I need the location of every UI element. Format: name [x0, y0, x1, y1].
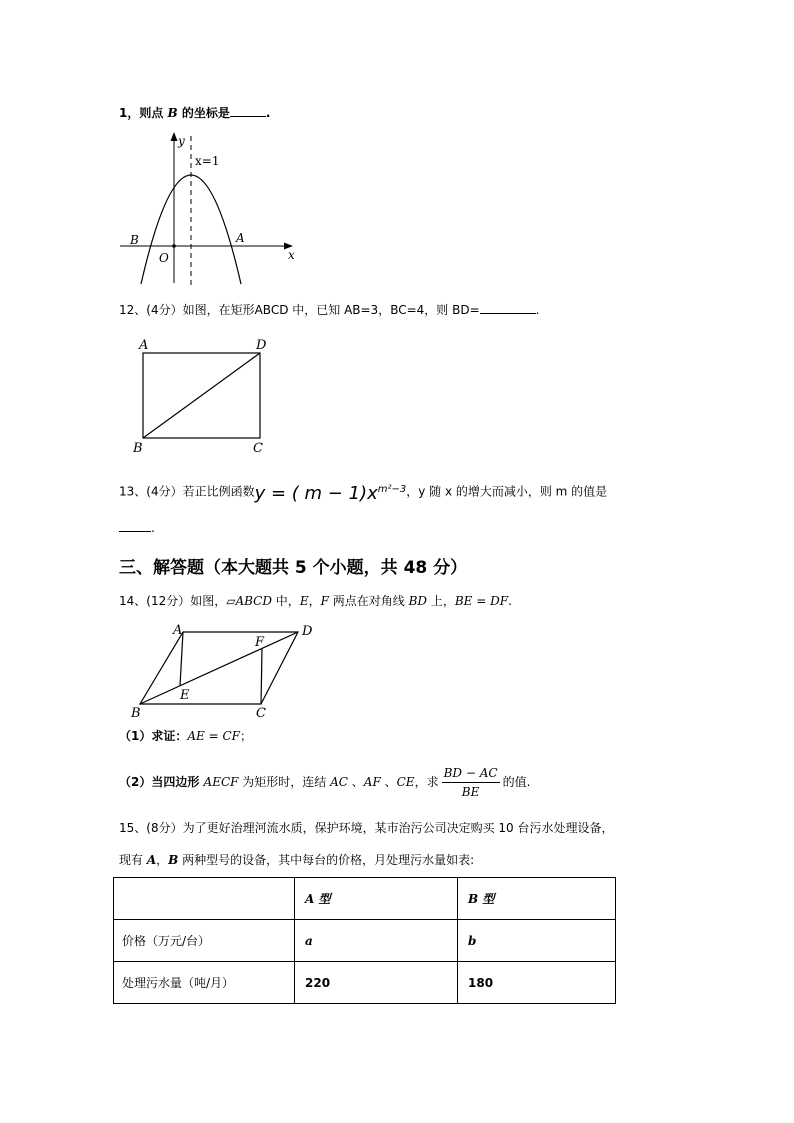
rect-label-a: A	[139, 338, 149, 353]
q14-mid2: 两点在对角线	[328, 594, 409, 608]
diagonal-bd	[143, 353, 260, 438]
q14-fraction-numerator: BD − AC	[442, 764, 500, 783]
q14-part1-prefix: （1）求证：	[119, 729, 188, 743]
q11-end: .	[265, 106, 271, 120]
q14-part2-end: 的值.	[502, 775, 531, 789]
q12-answer-blank[interactable]	[480, 302, 536, 314]
q11-answer-blank[interactable]	[230, 105, 266, 117]
segment-ae	[180, 632, 183, 686]
q14-bd: BD	[408, 594, 428, 608]
q11-suffix: 的坐标是	[177, 106, 230, 120]
para-label-b: B	[131, 706, 141, 720]
q15-line2-a: A	[146, 853, 157, 867]
q14-prefix: 14、(12分）如图，	[119, 594, 227, 608]
origin-dot	[172, 244, 176, 248]
q11-point: B	[167, 106, 178, 120]
q15-line2	[119, 852, 474, 868]
rectangle-figure	[130, 334, 280, 459]
table-header-row	[114, 878, 616, 920]
q13-eq-mid: = ( m − 1)	[265, 483, 368, 504]
q15-line1	[119, 820, 614, 836]
q13-eq-y: y	[254, 483, 266, 504]
table-row	[114, 962, 616, 1004]
diagonal-bd	[140, 632, 298, 704]
q15-line1-text: 15、(8分）为了更好治理河流水质，保护环境，某市治污公司决定购买 10 台污水处理设备，	[119, 821, 614, 835]
q13-prefix: 13、(4分）若正比例函数	[119, 484, 255, 499]
q14-part2	[119, 764, 530, 801]
q14-comma: ，	[308, 594, 321, 608]
q14-part1-end: ；	[239, 729, 252, 743]
table-cell: b	[458, 920, 616, 962]
q12-end: .	[535, 303, 540, 317]
q13-line	[119, 482, 607, 502]
q13-equation	[255, 483, 407, 504]
q14-part2-mid: 为矩形时，连结	[238, 775, 331, 789]
q15-line2-prefix: 现有	[119, 853, 147, 867]
para-label-c: C	[256, 706, 266, 720]
q13-end: .	[151, 521, 155, 535]
table-header-cell: A 型	[295, 878, 458, 920]
rect-label-c: C	[253, 441, 263, 456]
q15-line2-suffix: 两种型号的设备，其中每台的价格，月处理污水量如表:	[178, 853, 475, 867]
q11-line	[119, 105, 270, 121]
q14-e: E	[299, 594, 309, 608]
table-cell: 180	[458, 962, 616, 1004]
q14-part2-sep2: 、	[380, 775, 397, 789]
rect-label-b: B	[133, 441, 143, 456]
q14-f: F	[320, 594, 329, 608]
q14-end: .	[508, 594, 512, 608]
q14-part2-sep1: 、	[347, 775, 364, 789]
table-header-cell: B 型	[458, 878, 616, 920]
rect-label-d: D	[256, 338, 267, 353]
table-cell: a	[295, 920, 458, 962]
para-label-f: F	[255, 635, 265, 650]
q14-mid3: 上，	[427, 594, 455, 608]
q12-line	[119, 302, 539, 318]
origin-label: O	[159, 251, 169, 265]
table-cell: 处理污水量（吨/月）	[114, 962, 295, 1004]
q14-mid: 中，	[271, 594, 300, 608]
point-b-label: B	[130, 233, 139, 247]
q13-answer-line	[119, 520, 155, 536]
q14-part2-shape: AECF	[203, 775, 239, 789]
q14-fraction-denominator: BE	[461, 785, 480, 799]
y-axis-arrow-icon	[171, 132, 178, 141]
q13-eq-exp: m²−3	[377, 484, 407, 495]
q14-part2-ac: AC	[330, 775, 348, 789]
section-heading: 三、解答题（本大题共 5 个小题，共 48 分）	[119, 558, 468, 578]
table-cell: 价格（万元/台）	[114, 920, 295, 962]
q14-part1-eq: AE = CF	[187, 729, 240, 743]
equipment-table	[113, 877, 616, 1004]
q15-line2-b: B	[168, 853, 179, 867]
table-row	[114, 920, 616, 962]
q11-prefix: 1，则点	[119, 106, 168, 120]
q13-answer-blank[interactable]	[119, 520, 151, 532]
para-label-d: D	[302, 624, 313, 639]
parabola-graph	[115, 128, 300, 288]
q14-part2-prefix: （2）当四边形	[119, 775, 204, 789]
q14-part1	[119, 728, 252, 744]
para-label-a: A	[173, 623, 183, 638]
q15-line2-sep: ，	[156, 853, 169, 867]
q14-eq: BE = DF	[454, 594, 509, 608]
axis-line-label: x=1	[195, 154, 220, 168]
q13-suffix: ，y 随 x 的增大而减小，则 m 的值是	[406, 484, 608, 499]
q12-text: 12、(4分）如图，在矩形ABCD 中，已知 AB=3，BC=4，则 BD=	[119, 303, 480, 317]
q14-line	[119, 593, 512, 609]
q13-eq-x: x	[367, 483, 378, 504]
point-a-label: A	[236, 231, 245, 245]
table-cell: 220	[295, 962, 458, 1004]
q14-part2-af: AF	[363, 775, 381, 789]
para-label-e: E	[180, 688, 190, 703]
y-axis-label: y	[178, 134, 185, 148]
q14-shape: ▱ABCD	[226, 594, 272, 608]
parallelogram-figure	[128, 620, 323, 720]
segment-cf	[261, 649, 262, 704]
q14-fraction	[442, 764, 500, 801]
table-header-cell	[114, 878, 295, 920]
q14-part2-mid2: ，求	[414, 775, 439, 789]
x-axis-label: x	[288, 248, 295, 262]
q14-part2-ce: CE	[396, 775, 415, 789]
